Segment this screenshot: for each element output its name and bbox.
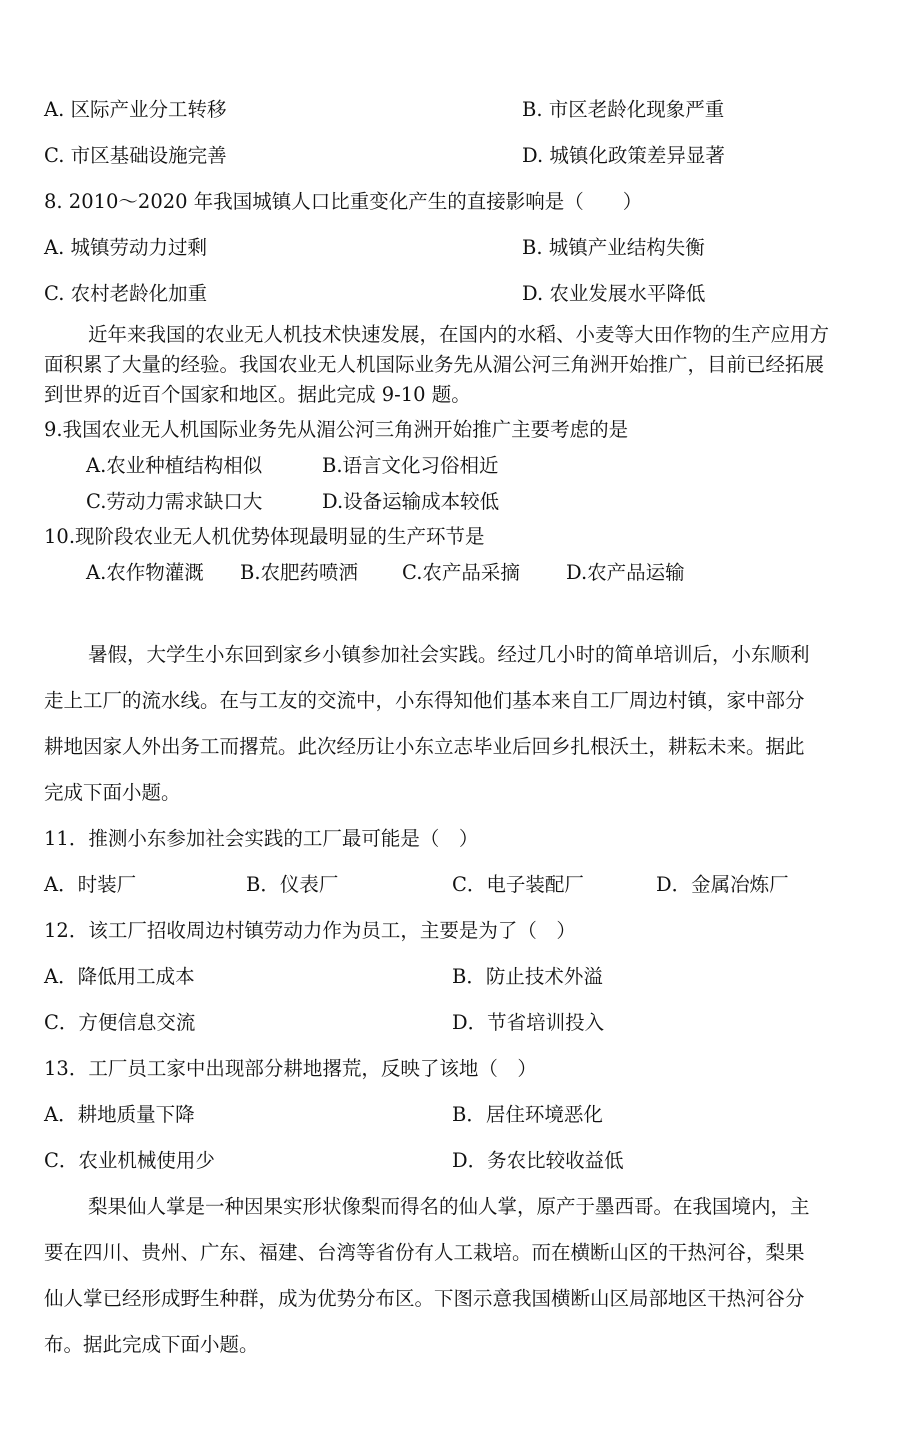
passage-factory-line-2: 走上工厂的流水线。在与工友的交流中，小东得知他们基本来自工厂周边村镇，家中部分 xyxy=(44,689,805,712)
q13-stem: 13．工厂员工家中出现部分耕地撂荒，反映了该地（ ） xyxy=(44,1057,537,1080)
q12-option-c: C．方便信息交流 xyxy=(44,1011,196,1034)
passage-cactus-line-2: 要在四川、贵州、广东、福建、台湾等省份有人工栽培。而在横断山区的干热河谷，梨果 xyxy=(44,1241,805,1264)
q13-option-b: B．居住环境恶化 xyxy=(452,1103,603,1126)
q7-option-a: A. 区际产业分工转移 xyxy=(44,98,227,121)
q8-option-c: C. 农村老龄化加重 xyxy=(44,282,208,305)
passage-cactus-line-4: 布。据此完成下面小题。 xyxy=(44,1333,259,1356)
q8-stem: 8. 2010～2020 年我国城镇人口比重变化产生的直接影响是（ ） xyxy=(44,190,643,213)
passage-drone-line-2: 面积累了大量的经验。我国农业无人机国际业务先从湄公河三角洲开始推广，目前已经拓展 xyxy=(44,353,825,376)
passage-drone-line-1: 近年来我国的农业无人机技术快速发展，在国内的水稻、小麦等大田作物的生产应用方 xyxy=(88,323,830,346)
q10-option-d: D.农产品运输 xyxy=(566,561,685,584)
q13-option-c: C．农业机械使用少 xyxy=(44,1149,215,1172)
q11-option-c: C．电子装配厂 xyxy=(452,873,584,896)
passage-cactus-line-3: 仙人掌已经形成野生种群，成为优势分布区。下图示意我国横断山区局部地区干热河谷分 xyxy=(44,1287,805,1310)
q9-option-c: C.劳动力需求缺口大 xyxy=(86,490,263,513)
q13-option-a: A．耕地质量下降 xyxy=(44,1103,195,1126)
q9-option-d: D.设备运输成本较低 xyxy=(322,490,500,513)
q9-stem: 9.我国农业无人机国际业务先从湄公河三角洲开始推广主要考虑的是 xyxy=(44,418,629,441)
passage-factory-line-3: 耕地因家人外出务工而撂荒。此次经历让小东立志毕业后回乡扎根沃土，耕耘未来。据此 xyxy=(44,735,805,758)
q8-option-d: D. 农业发展水平降低 xyxy=(522,282,706,305)
q7-option-c: C. 市区基础设施完善 xyxy=(44,144,227,167)
q12-option-a: A．降低用工成本 xyxy=(44,965,195,988)
q10-option-b: B.农肥药喷洒 xyxy=(240,561,359,584)
passage-drone-line-3: 到世界的近百个国家和地区。据此完成 9-10 题。 xyxy=(44,383,471,406)
q12-stem: 12．该工厂招收周边村镇劳动力作为员工，主要是为了（ ） xyxy=(44,919,576,942)
q10-stem: 10.现阶段农业无人机优势体现最明显的生产环节是 xyxy=(44,525,485,548)
q8-option-b: B. 城镇产业结构失衡 xyxy=(522,236,705,259)
q7-option-b: B. 市区老龄化现象严重 xyxy=(522,98,725,121)
q11-option-a: A．时装厂 xyxy=(44,873,137,896)
q11-stem: 11．推测小东参加社会实践的工厂最可能是（ ） xyxy=(44,827,479,850)
q9-option-a: A.农业种植结构相似 xyxy=(86,454,263,477)
q12-option-d: D．节省培训投入 xyxy=(452,1011,605,1034)
q10-option-a: A.农作物灌溉 xyxy=(86,561,204,584)
q10-option-c: C.农产品采摘 xyxy=(402,561,520,584)
passage-factory-line-4: 完成下面小题。 xyxy=(44,781,181,804)
passage-factory-line-1: 暑假，大学生小东回到家乡小镇参加社会实践。经过几小时的简单培训后，小东顺利 xyxy=(88,643,810,666)
q11-option-b: B．仪表厂 xyxy=(246,873,339,896)
q11-option-d: D．金属冶炼厂 xyxy=(656,873,789,896)
q7-option-d: D. 城镇化政策差异显著 xyxy=(522,144,725,167)
passage-cactus-line-1: 梨果仙人掌是一种因果实形状像梨而得名的仙人掌，原产于墨西哥。在我国境内，主 xyxy=(88,1195,810,1218)
q9-option-b: B.语言文化习俗相近 xyxy=(322,454,499,477)
q8-option-a: A. 城镇劳动力过剩 xyxy=(44,236,207,259)
q12-option-b: B．防止技术外溢 xyxy=(452,965,603,988)
q13-option-d: D．务农比较收益低 xyxy=(452,1149,624,1172)
